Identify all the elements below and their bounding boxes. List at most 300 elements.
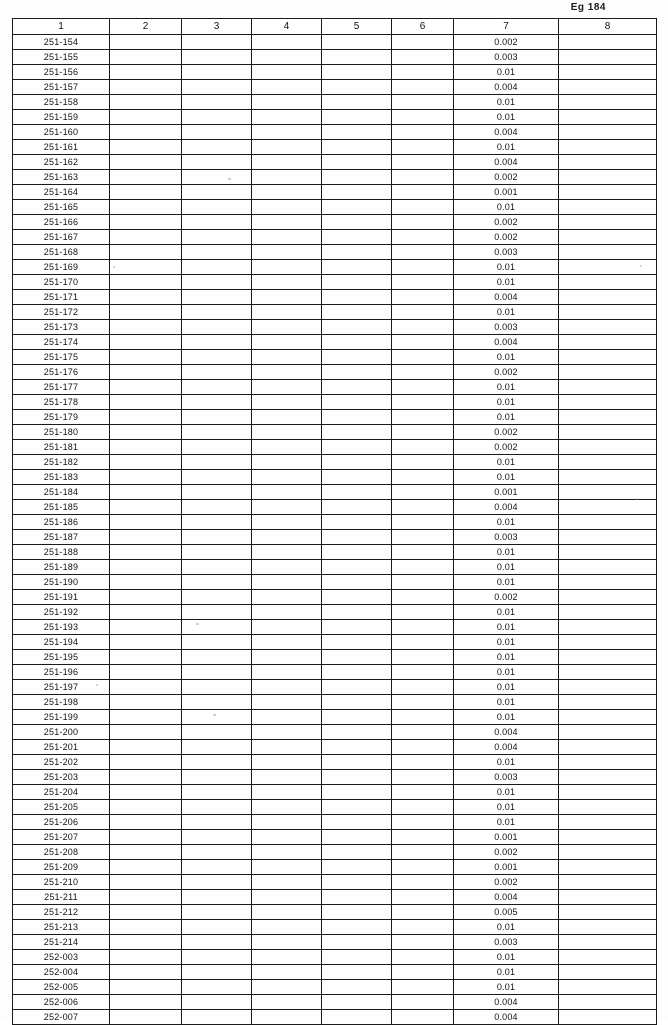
row-value-col7: 0.002 — [454, 365, 559, 380]
row-cell-col2 — [110, 170, 182, 185]
row-cell-col6 — [392, 500, 454, 515]
row-value-col7: 0.004 — [454, 500, 559, 515]
row-cell-col5 — [322, 980, 392, 995]
row-cell-col6 — [392, 380, 454, 395]
row-cell-col6 — [392, 935, 454, 950]
row-cell-col3 — [182, 290, 252, 305]
table-row — [13, 35, 657, 50]
row-identifier: 251-194 — [13, 635, 110, 650]
table-row — [13, 695, 657, 710]
row-cell-col8 — [559, 905, 657, 920]
row-cell-col6 — [392, 35, 454, 50]
row-cell-col6 — [392, 770, 454, 785]
row-identifier: 251-156 — [13, 65, 110, 80]
row-cell-col5 — [322, 455, 392, 470]
row-identifier: 251-209 — [13, 860, 110, 875]
row-cell-col5 — [322, 560, 392, 575]
row-cell-col6 — [392, 320, 454, 335]
row-cell-col5 — [322, 395, 392, 410]
row-cell-col3 — [182, 365, 252, 380]
row-cell-col3 — [182, 245, 252, 260]
row-cell-col2 — [110, 965, 182, 980]
row-cell-col3 — [182, 755, 252, 770]
row-cell-col4 — [252, 920, 322, 935]
row-cell-col4 — [252, 170, 322, 185]
table-row — [13, 560, 657, 575]
row-value-col7: 0.01 — [454, 560, 559, 575]
row-cell-col4 — [252, 605, 322, 620]
row-cell-col5 — [322, 275, 392, 290]
row-cell-col2 — [110, 695, 182, 710]
row-cell-col2 — [110, 320, 182, 335]
row-cell-col2 — [110, 950, 182, 965]
row-cell-col8 — [559, 440, 657, 455]
row-identifier: 251-205 — [13, 800, 110, 815]
table-row — [13, 815, 657, 830]
row-value-col7: 0.005 — [454, 905, 559, 920]
row-cell-col2 — [110, 275, 182, 290]
row-identifier: 251-186 — [13, 515, 110, 530]
table-row — [13, 515, 657, 530]
row-value-col7: 0.004 — [454, 125, 559, 140]
row-identifier: 251-180 — [13, 425, 110, 440]
row-cell-col2 — [110, 140, 182, 155]
row-cell-col6 — [392, 95, 454, 110]
row-cell-col4 — [252, 335, 322, 350]
table-row — [13, 620, 657, 635]
table-row — [13, 365, 657, 380]
column-header-8: 8 — [559, 19, 657, 35]
row-cell-col8 — [559, 620, 657, 635]
row-cell-col3 — [182, 635, 252, 650]
row-identifier: 251-165 — [13, 200, 110, 215]
row-cell-col3 — [182, 80, 252, 95]
row-cell-col6 — [392, 485, 454, 500]
row-cell-col5 — [322, 650, 392, 665]
row-identifier: 251-197 — [13, 680, 110, 695]
row-identifier: 251-172 — [13, 305, 110, 320]
row-cell-col4 — [252, 575, 322, 590]
row-cell-col4 — [252, 590, 322, 605]
row-cell-col6 — [392, 875, 454, 890]
row-identifier: 251-160 — [13, 125, 110, 140]
row-cell-col8 — [559, 335, 657, 350]
table-row — [13, 800, 657, 815]
column-header-5: 5 — [322, 19, 392, 35]
row-cell-col6 — [392, 965, 454, 980]
row-cell-col2 — [110, 35, 182, 50]
row-cell-col2 — [110, 755, 182, 770]
table-row — [13, 110, 657, 125]
row-cell-col8 — [559, 770, 657, 785]
row-cell-col6 — [392, 125, 454, 140]
row-cell-col8 — [559, 830, 657, 845]
row-cell-col3 — [182, 470, 252, 485]
row-cell-col3 — [182, 350, 252, 365]
row-cell-col3 — [182, 35, 252, 50]
row-identifier: 251-154 — [13, 35, 110, 50]
row-value-col7: 0.01 — [454, 920, 559, 935]
row-value-col7: 0.01 — [454, 275, 559, 290]
row-identifier: 252-005 — [13, 980, 110, 995]
row-identifier: 251-196 — [13, 665, 110, 680]
row-cell-col8 — [559, 470, 657, 485]
row-cell-col8 — [559, 530, 657, 545]
row-identifier: 251-163 — [13, 170, 110, 185]
row-cell-col3 — [182, 515, 252, 530]
row-cell-col6 — [392, 620, 454, 635]
row-identifier: 251-192 — [13, 605, 110, 620]
row-cell-col6 — [392, 530, 454, 545]
row-cell-col4 — [252, 875, 322, 890]
row-identifier: 251-170 — [13, 275, 110, 290]
row-cell-col8 — [559, 875, 657, 890]
row-cell-col4 — [252, 680, 322, 695]
row-value-col7: 0.01 — [454, 575, 559, 590]
row-cell-col5 — [322, 485, 392, 500]
row-cell-col4 — [252, 755, 322, 770]
row-cell-col6 — [392, 680, 454, 695]
row-cell-col6 — [392, 740, 454, 755]
row-cell-col8 — [559, 1010, 657, 1025]
row-cell-col2 — [110, 905, 182, 920]
row-cell-col2 — [110, 380, 182, 395]
row-cell-col8 — [559, 575, 657, 590]
table-row — [13, 950, 657, 965]
data-table — [12, 18, 657, 1025]
table-row — [13, 230, 657, 245]
row-cell-col6 — [392, 290, 454, 305]
row-cell-col5 — [322, 140, 392, 155]
row-cell-col3 — [182, 140, 252, 155]
row-cell-col8 — [559, 665, 657, 680]
row-cell-col3 — [182, 425, 252, 440]
row-cell-col2 — [110, 425, 182, 440]
row-cell-col2 — [110, 50, 182, 65]
row-identifier: 251-157 — [13, 80, 110, 95]
row-cell-col8 — [559, 290, 657, 305]
row-cell-col4 — [252, 635, 322, 650]
row-cell-col5 — [322, 200, 392, 215]
table-row — [13, 860, 657, 875]
row-cell-col4 — [252, 965, 322, 980]
row-cell-col4 — [252, 215, 322, 230]
row-cell-col3 — [182, 50, 252, 65]
row-cell-col5 — [322, 515, 392, 530]
row-value-col7: 0.01 — [454, 755, 559, 770]
row-identifier: 251-162 — [13, 155, 110, 170]
row-cell-col6 — [392, 395, 454, 410]
row-cell-col4 — [252, 35, 322, 50]
table-row — [13, 500, 657, 515]
row-cell-col8 — [559, 350, 657, 365]
row-cell-col3 — [182, 440, 252, 455]
row-cell-col6 — [392, 695, 454, 710]
row-value-col7: 0.003 — [454, 530, 559, 545]
row-identifier: 251-199 — [13, 710, 110, 725]
row-cell-col6 — [392, 635, 454, 650]
row-cell-col6 — [392, 890, 454, 905]
row-cell-col5 — [322, 185, 392, 200]
row-cell-col3 — [182, 305, 252, 320]
row-identifier: 251-191 — [13, 590, 110, 605]
row-cell-col5 — [322, 215, 392, 230]
row-cell-col6 — [392, 545, 454, 560]
row-cell-col6 — [392, 920, 454, 935]
table-row — [13, 590, 657, 605]
row-value-col7: 0.004 — [454, 335, 559, 350]
row-cell-col5 — [322, 290, 392, 305]
row-cell-col3 — [182, 980, 252, 995]
row-cell-col5 — [322, 545, 392, 560]
row-cell-col2 — [110, 260, 182, 275]
table-row — [13, 980, 657, 995]
row-cell-col8 — [559, 365, 657, 380]
row-value-col7: 0.01 — [454, 815, 559, 830]
row-value-col7: 0.01 — [454, 350, 559, 365]
row-cell-col2 — [110, 395, 182, 410]
row-cell-col5 — [322, 245, 392, 260]
row-identifier: 252-006 — [13, 995, 110, 1010]
table-row — [13, 665, 657, 680]
row-cell-col5 — [322, 35, 392, 50]
row-value-col7: 0.01 — [454, 65, 559, 80]
row-identifier: 251-164 — [13, 185, 110, 200]
row-cell-col5 — [322, 320, 392, 335]
table-body — [13, 35, 657, 1025]
row-cell-col8 — [559, 920, 657, 935]
row-cell-col4 — [252, 485, 322, 500]
row-value-col7: 0.01 — [454, 200, 559, 215]
row-value-col7: 0.003 — [454, 50, 559, 65]
table-row — [13, 125, 657, 140]
row-value-col7: 0.01 — [454, 620, 559, 635]
row-cell-col3 — [182, 680, 252, 695]
row-cell-col8 — [559, 980, 657, 995]
row-cell-col8 — [559, 125, 657, 140]
row-cell-col3 — [182, 605, 252, 620]
row-cell-col4 — [252, 95, 322, 110]
row-cell-col2 — [110, 215, 182, 230]
column-header-3: 3 — [182, 19, 252, 35]
row-cell-col5 — [322, 380, 392, 395]
row-value-col7: 0.01 — [454, 635, 559, 650]
row-cell-col2 — [110, 995, 182, 1010]
table-row — [13, 605, 657, 620]
row-cell-col5 — [322, 695, 392, 710]
row-value-col7: 0.01 — [454, 785, 559, 800]
row-cell-col5 — [322, 890, 392, 905]
row-value-col7: 0.004 — [454, 995, 559, 1010]
row-cell-col3 — [182, 125, 252, 140]
row-cell-col8 — [559, 590, 657, 605]
row-cell-col4 — [252, 815, 322, 830]
row-cell-col2 — [110, 185, 182, 200]
row-cell-col3 — [182, 995, 252, 1010]
row-value-col7: 0.01 — [454, 410, 559, 425]
row-value-col7: 0.003 — [454, 245, 559, 260]
row-cell-col5 — [322, 110, 392, 125]
row-cell-col3 — [182, 785, 252, 800]
row-cell-col6 — [392, 230, 454, 245]
row-cell-col5 — [322, 920, 392, 935]
row-cell-col6 — [392, 305, 454, 320]
row-cell-col4 — [252, 785, 322, 800]
row-cell-col5 — [322, 680, 392, 695]
row-cell-col2 — [110, 980, 182, 995]
row-cell-col3 — [182, 590, 252, 605]
row-cell-col4 — [252, 650, 322, 665]
table-row — [13, 710, 657, 725]
row-cell-col2 — [110, 125, 182, 140]
row-value-col7: 0.002 — [454, 440, 559, 455]
row-value-col7: 0.01 — [454, 545, 559, 560]
row-cell-col3 — [182, 965, 252, 980]
row-cell-col2 — [110, 290, 182, 305]
row-cell-col2 — [110, 815, 182, 830]
row-identifier: 252-007 — [13, 1010, 110, 1025]
row-cell-col5 — [322, 65, 392, 80]
row-cell-col8 — [559, 500, 657, 515]
row-cell-col6 — [392, 950, 454, 965]
row-cell-col6 — [392, 260, 454, 275]
row-identifier: 251-214 — [13, 935, 110, 950]
row-value-col7: 0.001 — [454, 485, 559, 500]
row-cell-col6 — [392, 1010, 454, 1025]
table-row — [13, 335, 657, 350]
row-cell-col4 — [252, 560, 322, 575]
row-cell-col5 — [322, 725, 392, 740]
row-cell-col4 — [252, 365, 322, 380]
row-value-col7: 0.004 — [454, 290, 559, 305]
row-identifier: 252-004 — [13, 965, 110, 980]
row-cell-col4 — [252, 155, 322, 170]
row-cell-col2 — [110, 545, 182, 560]
row-cell-col2 — [110, 515, 182, 530]
row-identifier: 252-003 — [13, 950, 110, 965]
row-value-col7: 0.01 — [454, 650, 559, 665]
row-cell-col5 — [322, 500, 392, 515]
row-cell-col3 — [182, 110, 252, 125]
row-cell-col8 — [559, 260, 657, 275]
row-cell-col3 — [182, 860, 252, 875]
row-identifier: 251-158 — [13, 95, 110, 110]
row-cell-col8 — [559, 605, 657, 620]
row-value-col7: 0.01 — [454, 140, 559, 155]
row-cell-col5 — [322, 575, 392, 590]
row-cell-col3 — [182, 845, 252, 860]
row-identifier: 251-187 — [13, 530, 110, 545]
row-cell-col5 — [322, 95, 392, 110]
row-identifier: 251-193 — [13, 620, 110, 635]
row-cell-col3 — [182, 395, 252, 410]
row-value-col7: 0.001 — [454, 860, 559, 875]
row-cell-col3 — [182, 485, 252, 500]
row-cell-col6 — [392, 845, 454, 860]
row-cell-col3 — [182, 230, 252, 245]
row-cell-col5 — [322, 470, 392, 485]
table-row — [13, 680, 657, 695]
row-cell-col2 — [110, 470, 182, 485]
row-cell-col6 — [392, 275, 454, 290]
table-row — [13, 905, 657, 920]
row-cell-col3 — [182, 905, 252, 920]
table-header — [13, 19, 657, 35]
row-cell-col3 — [182, 830, 252, 845]
row-value-col7: 0.01 — [454, 605, 559, 620]
table-row — [13, 545, 657, 560]
row-cell-col6 — [392, 155, 454, 170]
row-cell-col6 — [392, 410, 454, 425]
row-cell-col5 — [322, 800, 392, 815]
row-cell-col4 — [252, 455, 322, 470]
column-header-4: 4 — [252, 19, 322, 35]
row-cell-col6 — [392, 755, 454, 770]
row-cell-col3 — [182, 1010, 252, 1025]
row-cell-col6 — [392, 65, 454, 80]
row-cell-col8 — [559, 395, 657, 410]
row-cell-col5 — [322, 125, 392, 140]
row-cell-col5 — [322, 605, 392, 620]
row-identifier: 251-166 — [13, 215, 110, 230]
row-cell-col8 — [559, 890, 657, 905]
row-cell-col6 — [392, 815, 454, 830]
row-value-col7: 0.01 — [454, 380, 559, 395]
row-cell-col4 — [252, 980, 322, 995]
row-identifier: 251-183 — [13, 470, 110, 485]
row-value-col7: 0.01 — [454, 800, 559, 815]
row-cell-col5 — [322, 815, 392, 830]
row-cell-col2 — [110, 560, 182, 575]
table-row — [13, 830, 657, 845]
row-cell-col3 — [182, 695, 252, 710]
row-cell-col6 — [392, 725, 454, 740]
row-value-col7: 0.001 — [454, 185, 559, 200]
row-cell-col5 — [322, 350, 392, 365]
row-cell-col8 — [559, 680, 657, 695]
row-cell-col6 — [392, 665, 454, 680]
row-value-col7: 0.004 — [454, 80, 559, 95]
row-identifier: 251-159 — [13, 110, 110, 125]
row-cell-col2 — [110, 785, 182, 800]
table-row — [13, 290, 657, 305]
row-cell-col4 — [252, 425, 322, 440]
row-cell-col2 — [110, 875, 182, 890]
table-row — [13, 1010, 657, 1025]
table-row — [13, 305, 657, 320]
row-cell-col3 — [182, 545, 252, 560]
row-identifier: 251-208 — [13, 845, 110, 860]
row-identifier: 251-178 — [13, 395, 110, 410]
row-cell-col6 — [392, 365, 454, 380]
row-cell-col4 — [252, 1010, 322, 1025]
row-cell-col8 — [559, 560, 657, 575]
table-row — [13, 80, 657, 95]
row-identifier: 251-202 — [13, 755, 110, 770]
row-cell-col5 — [322, 665, 392, 680]
row-cell-col3 — [182, 560, 252, 575]
row-cell-col6 — [392, 170, 454, 185]
row-cell-col6 — [392, 860, 454, 875]
row-cell-col2 — [110, 335, 182, 350]
table-row — [13, 155, 657, 170]
row-cell-col6 — [392, 575, 454, 590]
row-cell-col4 — [252, 305, 322, 320]
row-cell-col5 — [322, 530, 392, 545]
row-cell-col6 — [392, 800, 454, 815]
row-cell-col5 — [322, 425, 392, 440]
row-identifier: 251-200 — [13, 725, 110, 740]
